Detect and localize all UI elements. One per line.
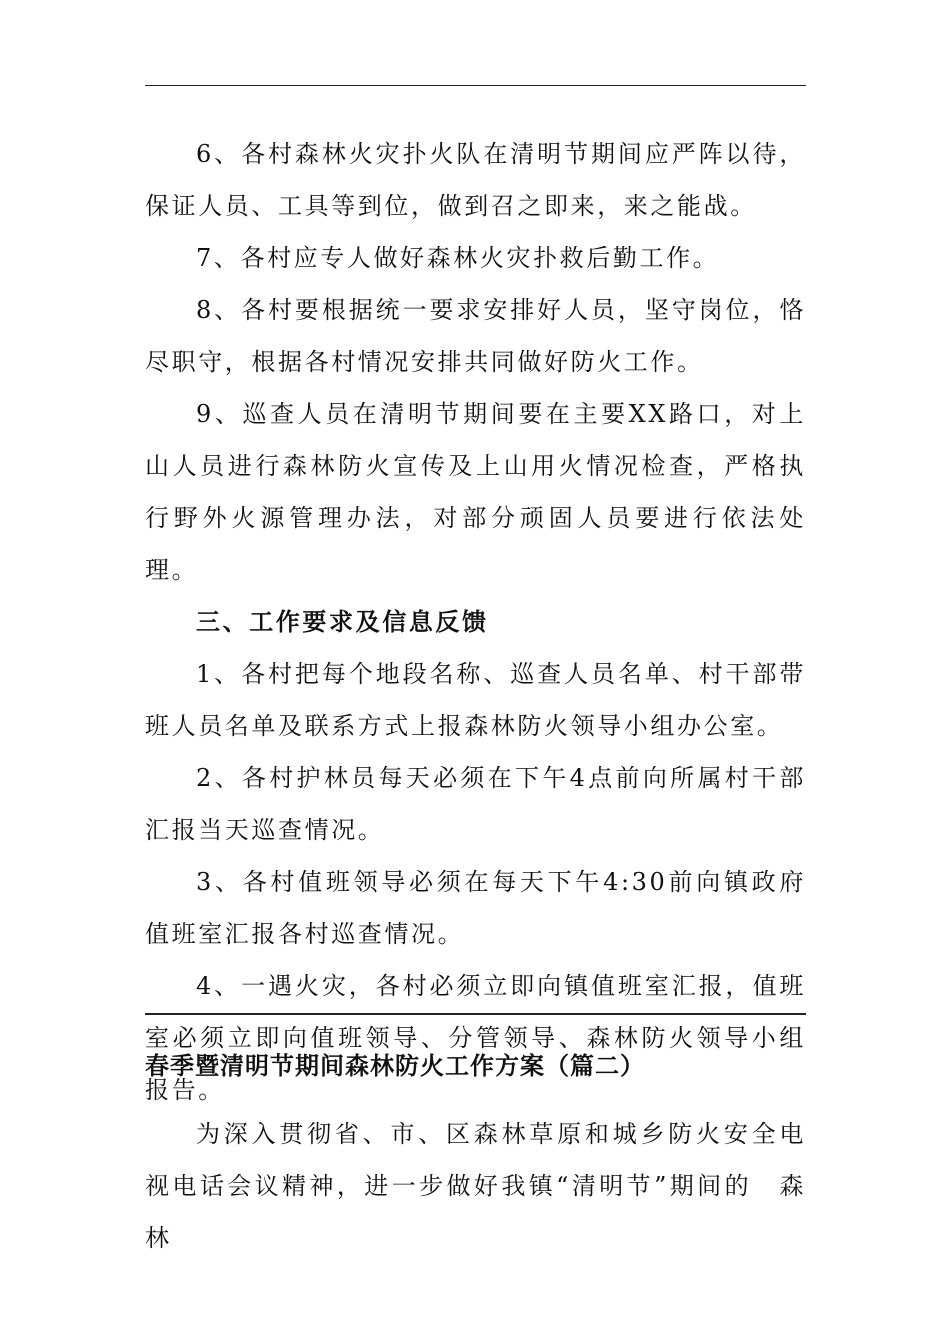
document-body [145, 128, 806, 1116]
requirement-item-1: 1、各村把每个地段名称、巡查人员名单、村干部带班人员名单及联系方式上报森林防火领导小组办公室。 [145, 660, 806, 740]
article-two [145, 1040, 806, 1264]
paragraph-item-8: 8、各村要根据统一要求安排好人员，坚守岗位，恪尽职守，根据各村情况安排共同做好防火工作。 [145, 296, 806, 376]
requirement-item-2: 2、各村护林员每天必须在下午4点前向所属村干部汇报当天巡查情况。 [145, 764, 806, 844]
top-rule [145, 85, 806, 86]
section-divider [145, 1013, 806, 1015]
requirement-item-4: 4、一遇火灾，各村必须立即向镇值班室汇报，值班室必须立即向值班领导、分管领导、森林防火领导小组报告。 [145, 972, 806, 1104]
requirement-item-3: 3、各村值班领导必须在每天下午4:30前向镇政府值班室汇报各村巡查情况。 [145, 868, 806, 948]
paragraph-item-9: 9、巡查人员在清明节期间要在主要XX路口，对上山人员进行森林防火宣传及上山用火情况检查，严格执行野外火源管理办法，对部分顽固人员要进行依法处理。 [145, 400, 806, 584]
paragraph-item-7: 7、各村应专人做好森林火灾扑救后勤工作。 [196, 244, 720, 272]
article-two-intro: 为深入贯彻省、市、区森林草原和城乡防火安全电视电话会议精神，进一步做好我镇“清明节”期间的 森林 [145, 1120, 806, 1252]
section-heading-requirements: 三、工作要求及信息反馈 [196, 607, 489, 636]
article-two-title: 春季暨清明节期间森林防火工作方案（篇二） [145, 1051, 645, 1080]
paragraph-item-6: 6、各村森林火灾扑火队在清明节期间应严阵以待，保证人员、工具等到位，做到召之即来，来之能战。 [145, 140, 806, 220]
